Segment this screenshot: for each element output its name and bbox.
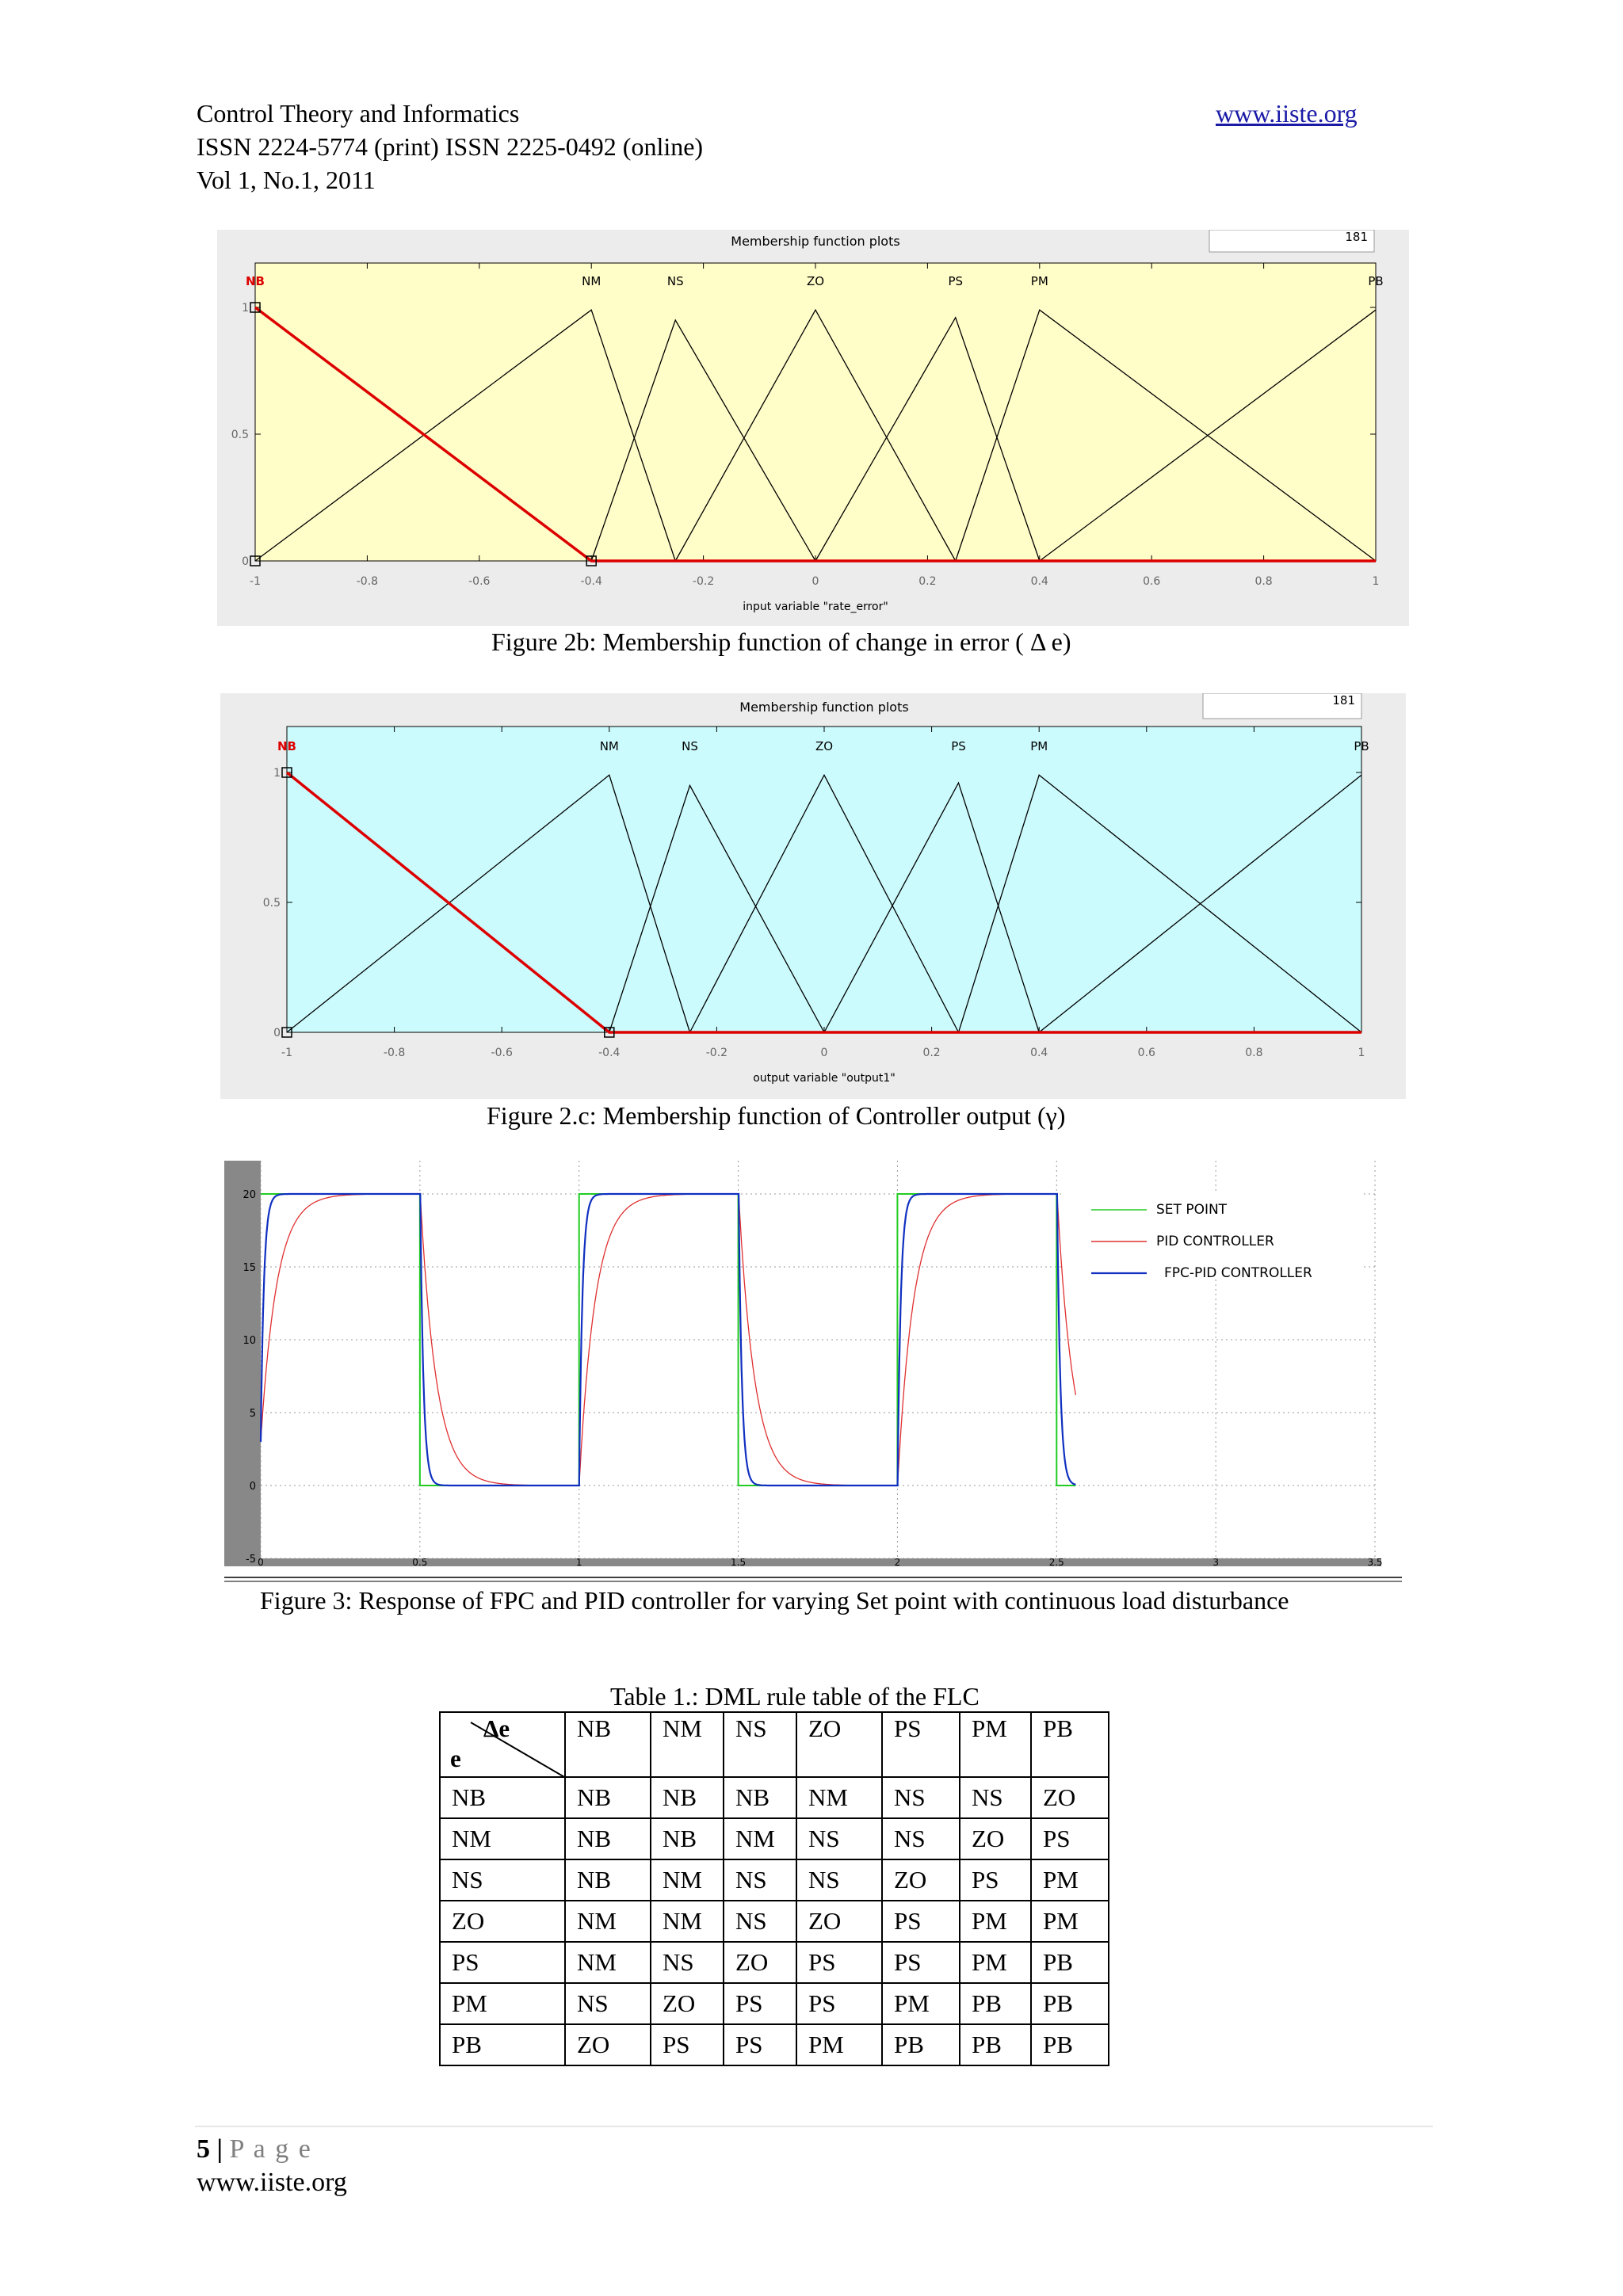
figure-3-caption: Figure 3: Response of FPC and PID controller for varying Set point with continuous load disturbance [260, 1586, 1289, 1615]
table-cell: NB [565, 1859, 651, 1901]
table-row [440, 1942, 1109, 1983]
table-cell: PB [960, 1983, 1031, 2024]
journal-name: Control Theory and Informatics [197, 99, 520, 128]
table-row-header: NB [440, 1777, 565, 1818]
table-cell: PM [796, 2024, 882, 2065]
table-cell: PB [1031, 1942, 1109, 1983]
table-row [440, 1859, 1109, 1901]
table-row [440, 1818, 1109, 1859]
mf-label-ns: NS [682, 739, 698, 753]
table-row-header: NM [440, 1818, 565, 1859]
table-cell: PS [724, 2024, 796, 2065]
page-footer: 5 | P a g e www.iiste.org [197, 2133, 347, 2199]
volume-line: Vol 1, No.1, 2011 [197, 166, 376, 194]
table-cell: NS [796, 1818, 882, 1859]
table-cell: NS [882, 1777, 960, 1818]
mf-label-pb: PB [1368, 274, 1384, 288]
corner-delta-e: Δe [483, 1714, 510, 1742]
y-tick-label: 1 [242, 302, 249, 315]
table-column-header: NS [724, 1712, 796, 1777]
x-tick-label: -1 [281, 1047, 292, 1059]
figure-3-response-plot [224, 1161, 1402, 1582]
y-tick-label: 0 [242, 555, 249, 568]
mf-label-zo: ZO [815, 739, 834, 753]
mf-label-nb: NB [246, 274, 265, 288]
table-cell: PM [1031, 1901, 1109, 1942]
table-cell: PS [882, 1942, 960, 1983]
x-tick-label: 2 [894, 1557, 901, 1568]
y-tick-label: 0.5 [262, 897, 281, 910]
mf-label-zo: ZO [806, 274, 825, 288]
website-link[interactable]: www.iiste.org [1216, 99, 1358, 128]
panel-title: Membership function plots [739, 700, 909, 715]
table-cell: NS [724, 1901, 796, 1942]
x-tick-label: -0.8 [383, 1047, 406, 1059]
figure-2b-caption: Figure 2b: Membership function of change in error ( Δ e) [491, 627, 1071, 656]
page-number: 5 [197, 2134, 210, 2164]
x-tick-label: 0.2 [918, 575, 937, 588]
x-tick-label: 1 [1372, 575, 1380, 588]
table-cell: ZO [796, 1901, 882, 1942]
y-tick-label: -5 [246, 1554, 256, 1566]
corner-value: 181 [1345, 230, 1368, 244]
y-tick-label: 0.5 [231, 429, 249, 441]
table-cell: ZO [724, 1942, 796, 1983]
x-tick-label: 3 [1212, 1557, 1219, 1568]
table-cell: PB [1031, 2024, 1109, 2065]
x-tick-label: 0.2 [922, 1047, 941, 1059]
table-1-title: Table 1.: DML rule table of the FLC [610, 1682, 980, 1711]
table-cell: PS [796, 1942, 882, 1983]
table-cell: PB [1031, 1983, 1109, 2024]
mf-label-pm: PM [1030, 274, 1048, 288]
x-tick-label: -0.8 [356, 575, 379, 588]
table-cell: NB [724, 1777, 796, 1818]
table-cell: ZO [1031, 1777, 1109, 1818]
table-cell: ZO [651, 1983, 724, 2024]
y-tick-label: 1 [273, 767, 281, 780]
legend-label-2: FPC-PID CONTROLLER [1164, 1265, 1312, 1281]
table-cell: PM [960, 1942, 1031, 1983]
table-cell: NB [565, 1777, 651, 1818]
table-cell: PB [882, 2024, 960, 2065]
footer-divider [195, 2126, 1433, 2127]
table-row-header: ZO [440, 1901, 565, 1942]
footer-website: www.iiste.org [197, 2168, 347, 2197]
table-cell: NS [724, 1859, 796, 1901]
table-cell: NS [796, 1859, 882, 1901]
x-tick-label: 2.5 [1048, 1557, 1064, 1568]
y-tick-label: 0 [249, 1481, 256, 1493]
table-column-header: NB [565, 1712, 651, 1777]
x-tick-label: 0.4 [1030, 575, 1048, 588]
table-column-header: PM [960, 1712, 1031, 1777]
mf-label-nb: NB [277, 739, 296, 753]
table-cell: PM [960, 1901, 1031, 1942]
y-tick-label: 0 [273, 1027, 281, 1039]
table-cell: NM [651, 1859, 724, 1901]
y-tick-label: 10 [242, 1335, 256, 1347]
mf-label-ps: PS [951, 739, 966, 753]
x-tick-label: -0.6 [468, 575, 491, 588]
x-tick-label: 3.5 [1367, 1557, 1383, 1568]
x-tick-label: 0 [812, 575, 819, 588]
plot-area [255, 263, 1376, 561]
x-tick-label: 0 [258, 1557, 264, 1568]
mf-label-nm: NM [582, 274, 601, 288]
table-row-header: PB [440, 2024, 565, 2065]
table-row [440, 1983, 1109, 2024]
table-cell: NB [651, 1777, 724, 1818]
figure-2b-membership-plot [217, 230, 1409, 626]
y-axis-band [224, 1161, 261, 1558]
table-corner-cell [440, 1712, 565, 1777]
mf-label-pm: PM [1030, 739, 1048, 753]
x-tick-label: 0.5 [412, 1557, 428, 1568]
table-cell: PM [1031, 1859, 1109, 1901]
table-cell: ZO [565, 2024, 651, 2065]
table-cell: PS [960, 1859, 1031, 1901]
running-header [197, 97, 703, 196]
plot-area [287, 727, 1361, 1032]
table-cell: NS [882, 1818, 960, 1859]
x-tick-label: -0.2 [705, 1047, 728, 1059]
page-word: P a g e [229, 2134, 312, 2164]
table-row-header: NS [440, 1859, 565, 1901]
table-cell: NM [651, 1901, 724, 1942]
x-tick-label: 0.6 [1137, 1047, 1155, 1059]
x-tick-label: -0.4 [580, 575, 602, 588]
table-row [440, 2024, 1109, 2065]
x-tick-label: -0.2 [692, 575, 715, 588]
table-cell: NM [724, 1818, 796, 1859]
table-cell: ZO [960, 1818, 1031, 1859]
x-tick-label: 1.5 [731, 1557, 747, 1568]
table-cell: PS [651, 2024, 724, 2065]
table-cell: PS [796, 1983, 882, 2024]
table-cell: PS [1031, 1818, 1109, 1859]
figure-2c-membership-plot [220, 693, 1406, 1099]
x-tick-label: -1 [250, 575, 261, 588]
table-cell: NM [565, 1942, 651, 1983]
table-cell: NS [960, 1777, 1031, 1818]
issn-line: ISSN 2224-5774 (print) ISSN 2225-0492 (online) [197, 132, 704, 161]
corner-value: 181 [1332, 693, 1355, 707]
legend-label-0: SET POINT [1156, 1202, 1228, 1218]
table-column-header: PS [882, 1712, 960, 1777]
panel-title: Membership function plots [731, 234, 900, 249]
y-tick-label: 20 [242, 1189, 256, 1201]
table-cell: PM [882, 1983, 960, 2024]
mf-label-pb: PB [1354, 739, 1369, 753]
x-tick-label: 1 [575, 1557, 582, 1568]
x-tick-label: 1 [1358, 1047, 1365, 1059]
table-cell: NM [796, 1777, 882, 1818]
table-cell: NB [565, 1818, 651, 1859]
x-axis-label: input variable "rate_error" [743, 601, 888, 613]
rule-table-wrapper [439, 1711, 1109, 2066]
table-row-header: PM [440, 1983, 565, 2024]
table-cell: ZO [882, 1859, 960, 1901]
legend-label-1: PID CONTROLLER [1156, 1234, 1274, 1249]
table-row-header: PS [440, 1942, 565, 1983]
table-column-header: ZO [796, 1712, 882, 1777]
mf-label-ns: NS [666, 274, 684, 288]
table-cell: NS [565, 1983, 651, 2024]
x-tick-label: 0.8 [1254, 575, 1273, 588]
x-tick-label: 0.8 [1245, 1047, 1263, 1059]
table-row [440, 1777, 1109, 1818]
x-axis-label: output variable "output1" [753, 1072, 896, 1085]
table-cell: PS [724, 1983, 796, 2024]
y-tick-label: 5 [249, 1408, 256, 1420]
table-cell: PS [882, 1901, 960, 1942]
table-header-row [440, 1712, 1109, 1777]
table-cell: NM [565, 1901, 651, 1942]
mf-label-nm: NM [599, 739, 619, 753]
table-column-header: PB [1031, 1712, 1109, 1777]
x-tick-label: 0.6 [1143, 575, 1161, 588]
rule-table [439, 1711, 1109, 2066]
x-tick-label: -0.6 [491, 1047, 513, 1059]
y-tick-label: 15 [242, 1262, 256, 1274]
x-axis-band [224, 1558, 1381, 1566]
table-cell: NS [651, 1942, 724, 1983]
x-tick-label: 0 [820, 1047, 828, 1059]
table-cell: NB [651, 1818, 724, 1859]
x-tick-label: 0.4 [1030, 1047, 1048, 1059]
table-row [440, 1901, 1109, 1942]
table-cell: PB [960, 2024, 1031, 2065]
table-column-header: NM [651, 1712, 724, 1777]
corner-e: e [450, 1745, 461, 1772]
x-tick-label: -0.4 [598, 1047, 621, 1059]
corner-diagonal [441, 1713, 566, 1778]
mf-label-ps: PS [948, 274, 964, 288]
figure-2c-caption: Figure 2.c: Membership function of Controller output (γ) [487, 1101, 1066, 1130]
